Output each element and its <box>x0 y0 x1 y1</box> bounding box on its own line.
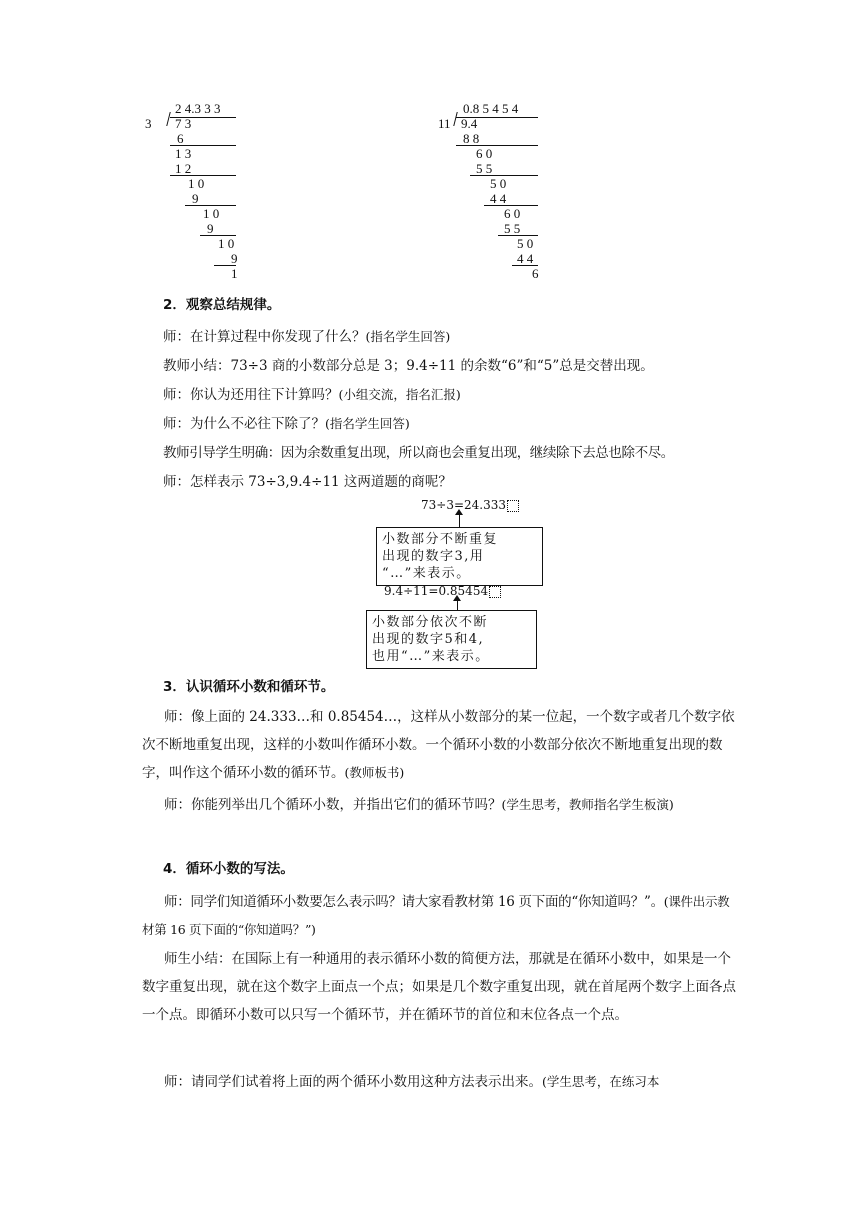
explanation-box <box>366 610 537 669</box>
divisor: 3 <box>145 116 152 131</box>
line-main: 教师引导学生明确：因为余数重复出现，所以商也会重复出现，继续除下去总也除不尽。 <box>163 445 674 461</box>
paragraph <box>142 791 736 819</box>
line-main: 师：你认为还用往下计算吗？ <box>163 387 339 403</box>
line-note: (小组交流，指名汇报) <box>338 387 461 402</box>
arrow-head-icon <box>453 595 461 601</box>
step: 9 <box>207 221 214 236</box>
step: 5 0 <box>490 176 507 191</box>
step: 1 0 <box>188 176 205 191</box>
paragraph-text: 师：请同学们试着将上面的两个循环小数用这种方法表示出来。 <box>164 1074 542 1090</box>
paragraph-note: (学生思考，在练习本 <box>542 1074 660 1089</box>
paragraph-text: 师：像上面的 24.333…和 0.85454…，这样从小数部分的某一位起，一个数字或者几个数字依次不断地重复出现，这样的小数叫作循环小数。一个循环小数的小数部分依次不断地重复出现的数字，叫作这个循环小数的循环节。 <box>142 709 735 781</box>
division-bracket <box>166 112 170 126</box>
divisor: 11 <box>438 116 451 131</box>
step: 9 <box>231 251 238 266</box>
arrow-head-icon <box>455 509 463 515</box>
step: 9 <box>192 191 199 206</box>
step: 4 4 <box>490 191 507 206</box>
equation-text: 9.4÷11=0.85454 <box>384 584 489 598</box>
dots-icon <box>507 500 519 512</box>
box-line: 出现的数字5和4, <box>372 632 485 647</box>
quotient: 0.8 5 4 5 4 <box>463 101 519 116</box>
paragraph-text: 师：同学们知道循环小数要怎么表示吗？请大家看教材第 16 页下面的“你知道吗？”。 <box>164 894 664 910</box>
step: 5 0 <box>517 236 534 251</box>
line-note: (指名学生回答) <box>325 416 410 431</box>
step: 8 8 <box>463 131 480 146</box>
section-heading: 4．循环小数的写法。 <box>163 861 294 877</box>
step: 4 4 <box>517 251 534 266</box>
paragraph-note: (课件出示教材第 16 页下面的“你知道吗？”) <box>142 894 730 937</box>
section-heading: 3．认识循环小数和循环节。 <box>163 679 335 695</box>
text-line <box>163 414 410 434</box>
dots-icon <box>489 586 501 598</box>
line-main: 师：怎样表示 73÷3,9.4÷11 这两道题的商呢？ <box>163 474 452 490</box>
step: 1 <box>231 266 238 281</box>
line-main: 师：为什么不必往下除了？ <box>163 416 325 432</box>
text-line <box>163 385 461 405</box>
step: 6 <box>177 131 184 146</box>
step: 6 <box>532 266 539 281</box>
text-line <box>163 356 654 376</box>
paragraph <box>142 1068 736 1096</box>
equation <box>421 498 519 512</box>
paragraph-note: (教师板书) <box>344 765 405 780</box>
box-line: 小数部分依次不断 <box>372 615 489 630</box>
box-line: 也用“…”来表示。 <box>372 649 490 664</box>
step-line <box>456 145 538 146</box>
equation <box>384 584 501 598</box>
division-bracket <box>453 112 457 126</box>
step: 6 0 <box>504 206 521 221</box>
quotient: 2 4.3 3 3 <box>175 101 221 116</box>
text-line <box>163 472 452 492</box>
step: 1 2 <box>175 161 192 176</box>
step: 1 3 <box>175 146 192 161</box>
paragraph-text: 师：你能列举出几个循环小数，并指出它们的循环节吗？ <box>164 797 502 813</box>
text-line <box>163 443 674 463</box>
line-main: 师：在计算过程中你发现了什么？ <box>163 329 366 345</box>
paragraph <box>142 888 736 944</box>
paragraph <box>142 945 736 1029</box>
step: 6 0 <box>476 146 493 161</box>
dividend: 9.4 <box>461 116 478 131</box>
section-heading: 2．观察总结规律。 <box>163 297 281 313</box>
equation-text: 73÷3=24.333 <box>421 498 507 512</box>
box-line: “…”来表示。 <box>382 566 471 581</box>
step: 1 0 <box>218 236 235 251</box>
step: 1 0 <box>203 206 220 221</box>
step: 5 5 <box>504 221 521 236</box>
dividend: 7 3 <box>175 116 192 131</box>
paragraph-text: 师生小结：在国际上有一种通用的表示循环小数的简便方法，那就是在循环小数中，如果是一个数字重复出现，就在这个数字上面点一个点；如果是几个数字重复出现，就在首尾两个数字上面各点一个点。即循环小数可以只写一个循环节，并在循环节的首位和末位各点一个点。 <box>142 951 736 1023</box>
line-main: 教师小结：73÷3 商的小数部分总是 3；9.4÷11 的余数“6”和“5”总是交替出现。 <box>163 358 654 374</box>
box-line: 出现的数字3,用 <box>382 549 485 564</box>
line-note: (指名学生回答) <box>365 329 451 344</box>
text-line <box>163 327 450 347</box>
step: 5 5 <box>476 161 493 176</box>
paragraph-note: (学生思考，教师指名学生板演) <box>501 797 674 812</box>
paragraph <box>142 703 736 787</box>
box-line: 小数部分不断重复 <box>382 532 499 547</box>
explanation-box <box>376 527 543 586</box>
